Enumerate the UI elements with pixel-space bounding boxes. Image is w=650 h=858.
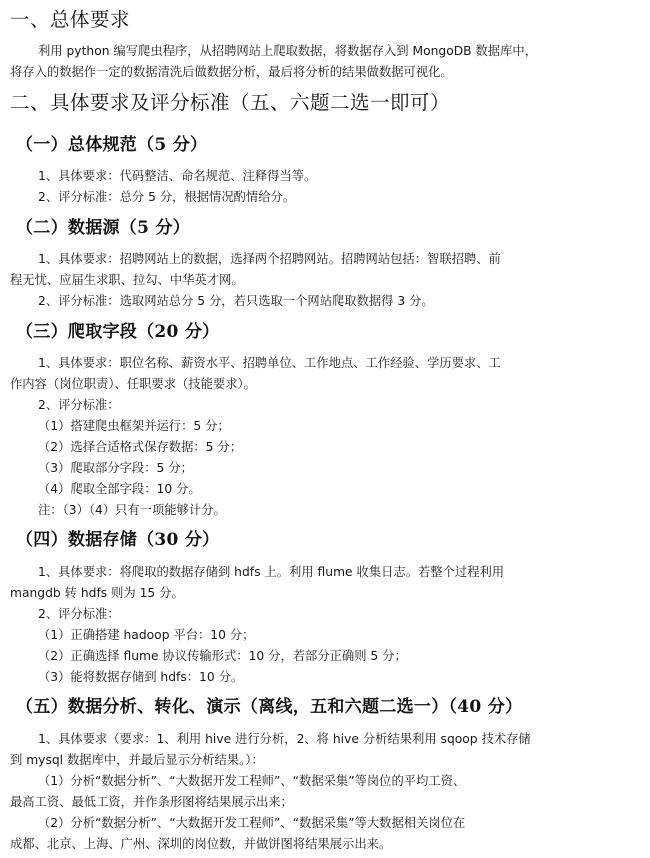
part-3-note: 注：（3）（4）只有一项能够计分。 <box>38 503 226 517</box>
part-4-scoring-label: 2、评分标准： <box>38 607 120 621</box>
part-3-requirement-line-1: 1、具体要求：职位名称、薪资水平、招聘单位、工作地点、工作经验、学历要求、工 <box>38 356 501 370</box>
part-3-heading: （三）爬取字段（20 分） <box>16 322 220 342</box>
part-2-scoring: 2、评分标准：选取网站总分 5 分，若只选取一个网站爬取数据得 3 分。 <box>38 294 434 308</box>
part-2-heading: （二）数据源（5 分） <box>16 218 191 238</box>
part-5-heading: （五）数据分析、转化、演示（离线，五和六题二选一）（40 分） <box>16 697 523 717</box>
part-1-scoring: 2、评分标准：总分 5 分，根据情况酌情给分。 <box>38 190 296 204</box>
part-3-requirement-line-2: 作内容（岗位职责）、任职要求（技能要求）。 <box>10 377 256 391</box>
part-5-requirement-line-1: 1、具体要求（要求：1、利用 hive 进行分析，2、将 hive 分析结果利用 sqoop 技术存储 <box>38 732 531 746</box>
section-1-heading: 一、总体要求 <box>10 8 131 31</box>
part-3-scoring-item: （1）搭建爬虫框架并运行：5 分； <box>38 419 230 433</box>
part-5-requirement-line-2: 到 mysql 数据库中，并最后显示分析结果。）： <box>10 753 264 767</box>
part-4-scoring-item: （2）正确选择 flume 协议传输形式：10 分，若部分正确则 5 分； <box>38 649 407 663</box>
section-2-heading: 二、具体要求及评分标准（五、六题二选一即可） <box>10 91 451 114</box>
part-3-scoring-label: 2、评分标准： <box>38 398 120 412</box>
part-5-item-1-line-1: （1）分析“数据分析”、“大数据开发工程师”、“数据采集”等岗位的平均工资、 <box>38 774 466 788</box>
part-4-scoring-item: （3）能将数据存储到 hdfs：10 分。 <box>38 670 244 684</box>
part-4-heading: （四）数据存储（30 分） <box>16 530 220 550</box>
part-4-requirement-line-2: mangdb 转 hdfs 则为 15 分。 <box>10 586 184 600</box>
part-2-requirement-line-2: 程无忧、应届生求职、拉勾、中华英才网。 <box>10 273 244 287</box>
part-1-heading: （一）总体规范（5 分） <box>16 135 208 155</box>
part-3-scoring-item: （2）选择合适格式保存数据：5 分； <box>38 440 243 454</box>
part-2-requirement-line-1: 1、具体要求：招聘网站上的数据，选择两个招聘网站。招聘网站包括：智联招聘、前 <box>38 252 501 266</box>
part-3-scoring-item: （4）爬取全部字段：10 分。 <box>38 482 201 496</box>
part-3-scoring-item: （3）爬取部分字段：5 分； <box>38 461 193 475</box>
part-5-item-1-line-2: 最高工资、最低工资，并作条形图将结果展示出来； <box>10 795 293 809</box>
part-4-requirement-line-1: 1、具体要求：将爬取的数据存储到 hdfs 上。利用 flume 收集日志。若整个过程利用 <box>38 565 505 579</box>
part-4-scoring-item: （1）正确搭建 hadoop 平台：10 分； <box>38 628 255 642</box>
section-1-paragraph-line-1: 利用 python 编写爬虫程序，从招聘网站上爬取数据，将数据存入到 MongoDB 数据库中， <box>38 44 538 58</box>
section-1-paragraph-line-2: 将存入的数据作一定的数据清洗后做数据分析，最后将分析的结果做数据可视化。 <box>10 65 453 79</box>
part-5-item-2-line-1: （2）分析“数据分析”、“大数据开发工程师”、“数据采集”等大数据相关岗位在 <box>38 816 466 830</box>
part-1-requirement: 1、具体要求：代码整洁、命名规范、注释得当等。 <box>38 169 317 183</box>
part-5-item-2-line-2: 成都、北京、上海、广州、深圳的岗位数，并做饼图将结果展示出来。 <box>10 837 392 851</box>
